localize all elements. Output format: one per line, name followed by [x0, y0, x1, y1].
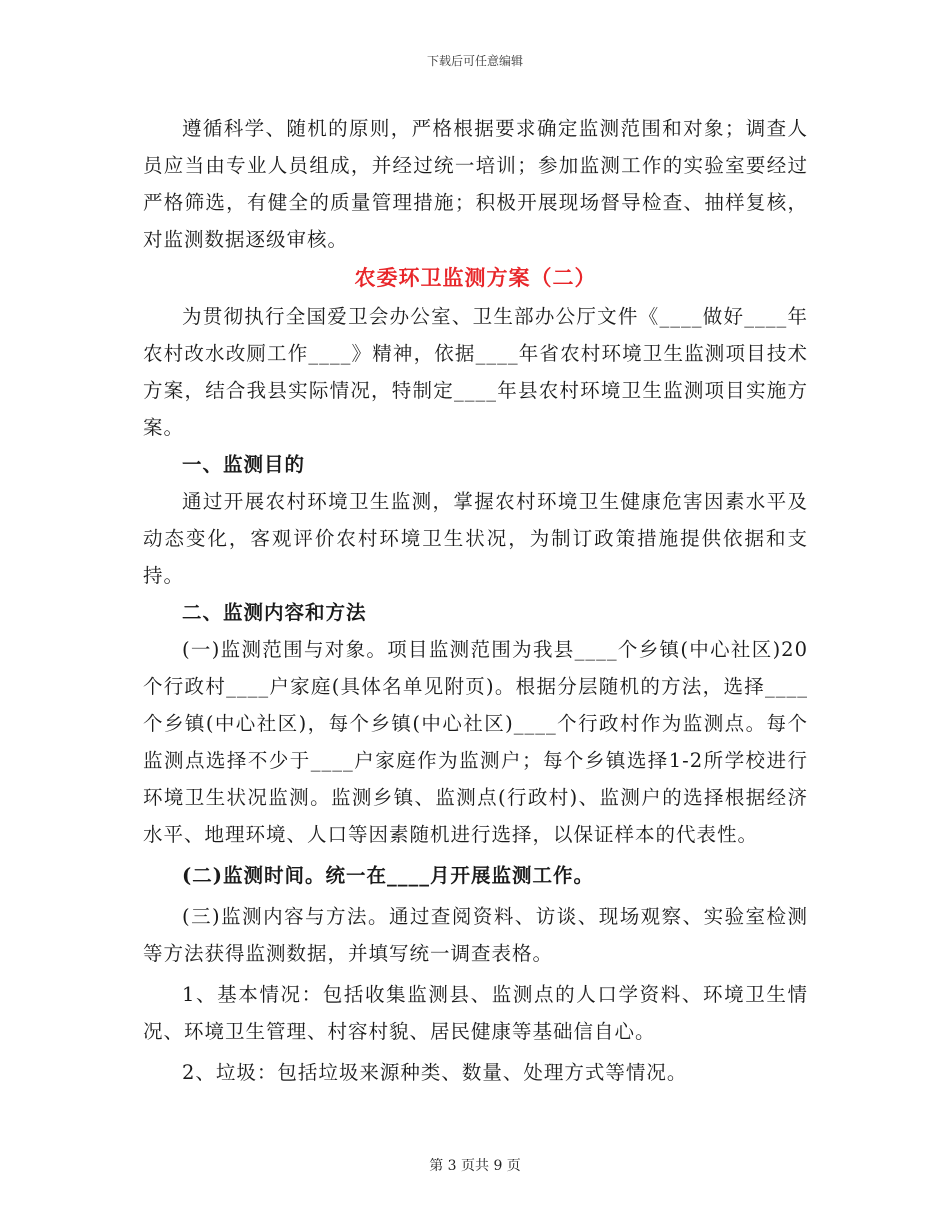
section2-heading: 二、监测内容和方法 — [182, 601, 367, 624]
document-title: 农委环卫监测方案（二） — [354, 265, 597, 290]
section1-heading: 一、监测目的 — [182, 453, 306, 476]
page-number: 第 3 页共 9 页 — [429, 1158, 521, 1174]
preface-paragraph: 为贯彻执行全国爱卫会办公室、卫生部办公厅文件《____做好____年农村改水改厕工作____》精神，依据____年省农村环境卫生监测项目技术方案，结合我县实际情况，特制定____年县农村环境卫生监测项目实施方案。 — [143, 305, 808, 439]
intro-paragraph: 遵循科学、随机的原则，严格根据要求确定监测范围和对象；调查人员应当由专业人员组成，并经过统一培训；参加监测工作的实验室要经过严格筛选，有健全的质量管理措施；积极开展现场督导检查、抽样复核，对监测数据逐级审核。 — [143, 117, 808, 251]
document-body — [143, 110, 808, 1091]
section1-paragraph: 通过开展农村环境卫生监测，掌握农村环境卫生健康危害因素水平及动态变化，客观评价农村环境卫生状况，为制订政策措施提供依据和支持。 — [143, 490, 808, 587]
item1-paragraph: 1、基本情况：包括收集监测县、监测点的人口学资料、环境卫生情况、环境卫生管理、村容村貌、居民健康等基础信自心。 — [143, 983, 808, 1043]
section2-part2-paragraph: (二)监测时间。统一在____月开展监测工作。 — [182, 864, 594, 887]
section2-part3-paragraph: (三)监测内容与方法。通过查阅资料、访谈、现场观察、实验室检测等方法获得监测数据，并填写统一调查表格。 — [143, 905, 808, 965]
section2-part1-paragraph: (一)监测范围与对象。项目监测范围为我县____个乡镇(中心社区)20个行政村____户家庭(具体名单见附页)。根据分层随机的方法，选择____个乡镇(中心社区)，每个乡镇(中心社区)____个行政村作为监测点。每个监测点选择不少于____户家庭作为监测户；每个乡镇选择1-2所学校进行环境卫生状况监测。监测乡镇、监测点(行政村)、监测户的选择根据经济水平、地理环境、人口等因素随机进行选择，以保证样本的代表性。 — [143, 638, 808, 846]
item2-paragraph: 2、垃圾：包括垃圾来源种类、数量、处理方式等情况。 — [182, 1061, 688, 1084]
page-header: 下载后可任意编辑 — [426, 54, 523, 68]
